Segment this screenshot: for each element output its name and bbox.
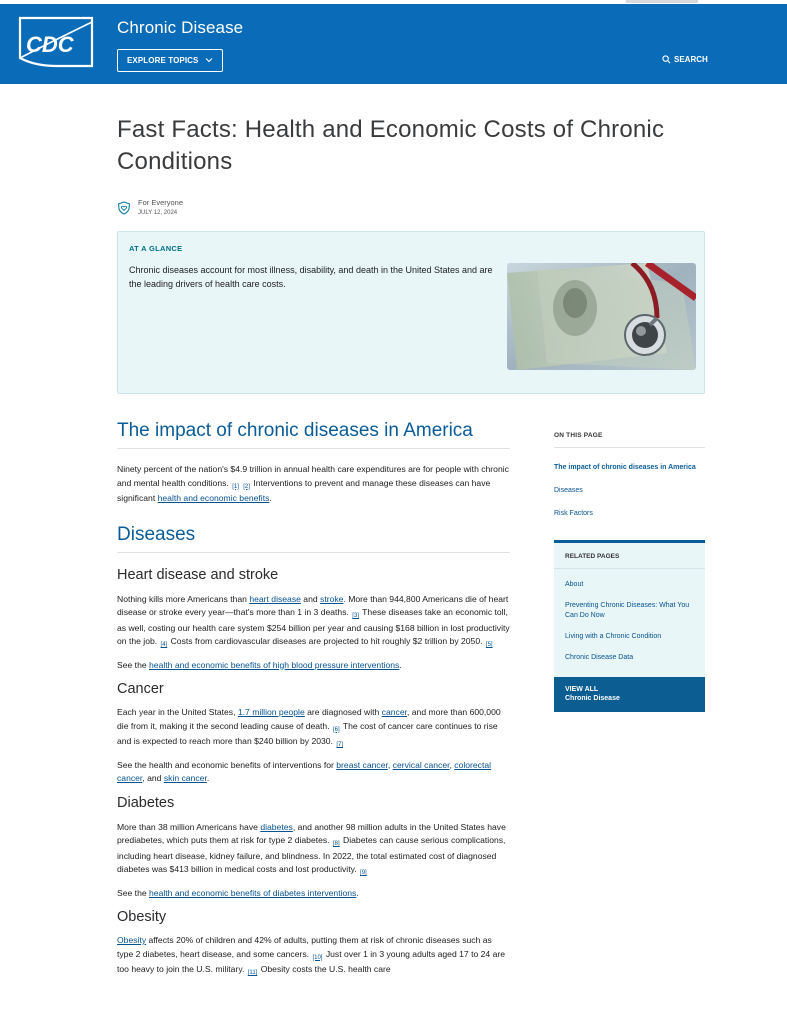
on-this-page-title: ON THIS PAGE — [554, 432, 705, 448]
audience-label: For Everyone — [138, 198, 184, 207]
heart-text: Costs from cardiovascular diseases are projected to hit roughly $2 trillion by 2050. — [168, 636, 483, 646]
obesity-text: affects 20% of children and 42% of adults, putting them at risk of chronic diseases such as type 2 diabetes, heart disease, and some cancers. — [117, 935, 492, 959]
explore-topics-button[interactable] — [117, 49, 223, 72]
cancer-heading: Cancer — [117, 681, 164, 697]
skin-cancer-link[interactable]: skin cancer — [163, 773, 207, 783]
diabetes-link[interactable]: diabetes — [260, 821, 293, 832]
obesity-text: Just over 1 in 3 young adults aged 17 to 24 are too heavy to join the U.S. military. — [117, 948, 506, 974]
cancer-text: The cost of cancer care continues to rise and is expected to reach more than $240 billion by 2030. — [117, 720, 498, 746]
heart-see-text: . — [399, 659, 402, 670]
health-economic-benefits-link[interactable]: health and economic benefits — [157, 493, 270, 503]
on-this-page-nav — [554, 432, 705, 517]
glance-title: AT A GLANCE — [129, 244, 183, 253]
heart-disease-link[interactable]: heart disease — [249, 593, 301, 604]
glance-text: Chronic diseases account for most illness, disability, and death in the United States and are the leading drivers of health care costs. — [129, 265, 493, 289]
heart-see-paragraph — [117, 659, 510, 673]
related-item-about[interactable]: About — [565, 581, 584, 588]
reference-link[interactable]: [9] — [360, 870, 367, 876]
diabetes-paragraph — [117, 821, 510, 879]
reference-link[interactable]: [8] — [332, 841, 340, 847]
cancer-see-text: . — [206, 773, 210, 783]
chevron-down-icon — [205, 56, 213, 64]
heart-text: Nothing kills more Americans than — [117, 593, 250, 604]
diabetes-text: Diabetes can cause serious complications, including heart disease, kidney failure, and blindness. In 2022, the total estimated cost of diagnosed diabetes was $413 billion in medical costs and lost productivity. — [117, 835, 506, 874]
search-label: SEARCH — [674, 55, 708, 64]
separator: , and — [142, 773, 164, 783]
cervical-cancer-link[interactable]: cervical cancer — [392, 759, 450, 770]
obesity-heading: Obesity — [117, 909, 167, 925]
view-all-topic: Chronic Disease — [565, 695, 620, 702]
heart-text: These diseases take an economic toll, as well, costing our health care system $254 billion per year and causing $168 billion in lost productivity on the job. — [117, 607, 510, 646]
diabetes-see-text: See the — [117, 887, 150, 898]
heart-text: . More than 944,800 Americans die of heart disease or stroke every year—that's more than 1 in 3 deaths. — [117, 593, 509, 617]
related-item-living[interactable]: Living with a Chronic Condition — [565, 633, 662, 640]
reference-link[interactable]: [4] — [160, 642, 168, 648]
heart-see-text: See the — [117, 659, 150, 670]
reference-link[interactable]: [6] — [332, 726, 340, 733]
reference-link[interactable]: [5] — [485, 642, 493, 648]
obesity-paragraph — [117, 934, 510, 979]
cancer-paragraph — [117, 706, 510, 751]
diabetes-heading: Diabetes — [117, 794, 175, 811]
site-header — [0, 4, 787, 84]
site-title[interactable]: Chronic Disease — [117, 18, 244, 37]
cancer-text: , and more than 600,000 die from it, making it the second leading cause of death. — [117, 707, 501, 731]
separator: , — [387, 759, 393, 770]
cancer-see-text: See the health and economic benefits of interventions for — [117, 759, 337, 770]
cdc-logo[interactable] — [17, 14, 95, 70]
related-item-data[interactable]: Chronic Disease Data — [565, 654, 634, 661]
view-all-label: VIEW ALL — [565, 686, 599, 693]
related-pages-title: RELATED PAGES — [554, 543, 705, 569]
money-stethoscope-image — [507, 263, 696, 370]
reference-link[interactable]: [2] — [243, 483, 250, 490]
impact-text-3: . — [269, 493, 272, 503]
impact-heading: The impact of chronic diseases in America — [117, 420, 510, 449]
diabetes-text: More than 38 million Americans have — [117, 821, 261, 832]
publish-date: JULY 12, 2024 — [138, 210, 178, 216]
otp-item-impact[interactable]: The impact of chronic diseases in America — [554, 464, 696, 471]
otp-item-diseases[interactable]: Diseases — [554, 487, 583, 494]
reference-link[interactable]: [10] — [312, 954, 323, 961]
diabetes-see-paragraph — [117, 887, 510, 901]
search-button[interactable] — [662, 55, 708, 64]
reference-link[interactable]: [11] — [247, 970, 258, 976]
obesity-text: Obesity costs the U.S. health care — [258, 964, 391, 974]
obesity-link[interactable]: Obesity — [117, 935, 147, 945]
view-all-button[interactable] — [554, 677, 705, 712]
diabetes-see-text: . — [356, 887, 359, 898]
otp-item-risk-factors[interactable]: Risk Factors — [554, 510, 593, 517]
reference-link[interactable]: [3] — [352, 613, 359, 619]
million-people-link[interactable]: 1.7 million people — [237, 707, 305, 717]
heart-heading: Heart disease and stroke — [117, 566, 279, 583]
top-tab — [626, 0, 698, 3]
breast-cancer-link[interactable]: breast cancer — [336, 759, 388, 770]
stroke-link[interactable]: stroke — [320, 593, 344, 604]
impact-text-1: Ninety percent of the nation's $4.9 trillion in annual health care expenditures are for people with chronic and mental health conditions. — [117, 464, 509, 488]
related-item-preventing[interactable]: Preventing Chronic Diseases: What You Can Do Now — [565, 602, 690, 619]
heart-text: and — [300, 593, 321, 604]
diseases-heading: Diseases — [117, 524, 510, 553]
shield-heart-icon — [117, 201, 131, 215]
cancer-text: Each year in the United States, — [117, 707, 238, 717]
cancer-see-paragraph — [117, 759, 510, 786]
at-a-glance-box — [117, 231, 705, 394]
impact-paragraph — [117, 463, 510, 506]
reference-link[interactable]: [7] — [336, 742, 344, 748]
diabetes-text: , and another 98 million adults in the United States have prediabetes, which puts them at risk for type 2 diabetes. — [117, 821, 506, 845]
reference-link[interactable]: [1] — [232, 483, 239, 490]
separator: , — [449, 759, 455, 770]
impact-text-2: Interventions to prevent and manage these diseases can have significant — [117, 477, 491, 503]
cancer-link[interactable]: cancer — [381, 707, 407, 717]
page-title: Fast Facts: Health and Economic Costs of Chronic Conditions — [117, 116, 665, 175]
related-pages-box — [554, 540, 705, 712]
explore-topics-label: EXPLORE TOPICS — [127, 56, 199, 65]
logo-text: CDC — [26, 32, 74, 57]
blood-pressure-benefits-link[interactable]: health and economic benefits of high blood pressure interventions — [149, 659, 400, 670]
main-content — [117, 420, 510, 979]
search-icon — [662, 55, 671, 64]
cancer-text: are diagnosed with — [304, 707, 382, 717]
diabetes-benefits-link[interactable]: health and economic benefits of diabetes interventions — [149, 887, 357, 898]
heart-paragraph — [117, 593, 510, 651]
colorectal-cancer-link[interactable]: colorectal cancer — [117, 759, 492, 783]
